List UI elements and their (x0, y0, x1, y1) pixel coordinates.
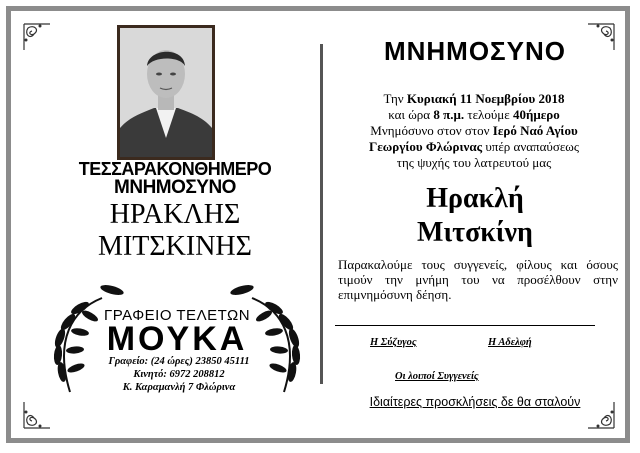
corner-ornament-icon (20, 20, 60, 60)
deceased-last-name: ΜΙΤΣΚΙΝΗΣ (98, 231, 252, 262)
signature-sister: Η Αδελφή (488, 337, 532, 348)
funeral-home-label: ΓΡΑΦΕΙΟ ΤΕΛΕΤΩΝ (103, 307, 251, 324)
signature-relatives: Οι λοιποί Συγγενείς (395, 371, 479, 382)
deceased-name-last: Μιτσκίνη (417, 217, 533, 248)
funeral-home-name: ΜΟΥΚΑ (106, 320, 248, 358)
portrait-photo (117, 25, 215, 160)
no-invitations-note: Ιδιαίτερες προσκλήσεις δε θα σταλούν (369, 395, 581, 409)
deceased-name-first: Ηρακλή (426, 183, 524, 214)
service-details: Την Κυριακή 11 Νοεμβρίου 2018 και ώρα 8 π.μ. τελούμε 40ήμερο Μνημόσυνο στον στον Ιερό Ναό Αγίου Γεωργίου Φλώρινας υπέρ αναπαύσεως της ψυχής του λατρευτού μας (368, 91, 580, 170)
notice-heading: ΜΝΗΜΟΣΥΝΟ (383, 36, 567, 66)
funeral-home-mobile-phone: Κινητό: 6972 208812 (133, 369, 225, 380)
funeral-home-logo (42, 280, 312, 400)
column-divider (320, 44, 323, 384)
signature-wife: Η Σύζυγος (370, 337, 417, 348)
invitation-text: Παρακαλούμε τους συγγενείς, φίλους και όσους τιμούν την μνήμη του να προσέλθουν στην επιμνημόσυνη δέηση. (338, 257, 618, 302)
deceased-first-name: ΗΡΑΚΛΗΣ (109, 199, 241, 230)
memorial-type-title: ΤΕΣΣΑΡΑΚΟΝΘΗΜΕΡΟ (78, 159, 272, 179)
memorial-title: ΜΝΗΜΟΣΥΝΟ (114, 177, 236, 198)
funeral-home-office-phone: Γραφείο: (24 ώρες) 23850 45111 (108, 356, 250, 367)
funeral-home-address: Κ. Καραμανλή 7 Φλώρινα (122, 382, 236, 393)
separator-line (335, 325, 595, 326)
